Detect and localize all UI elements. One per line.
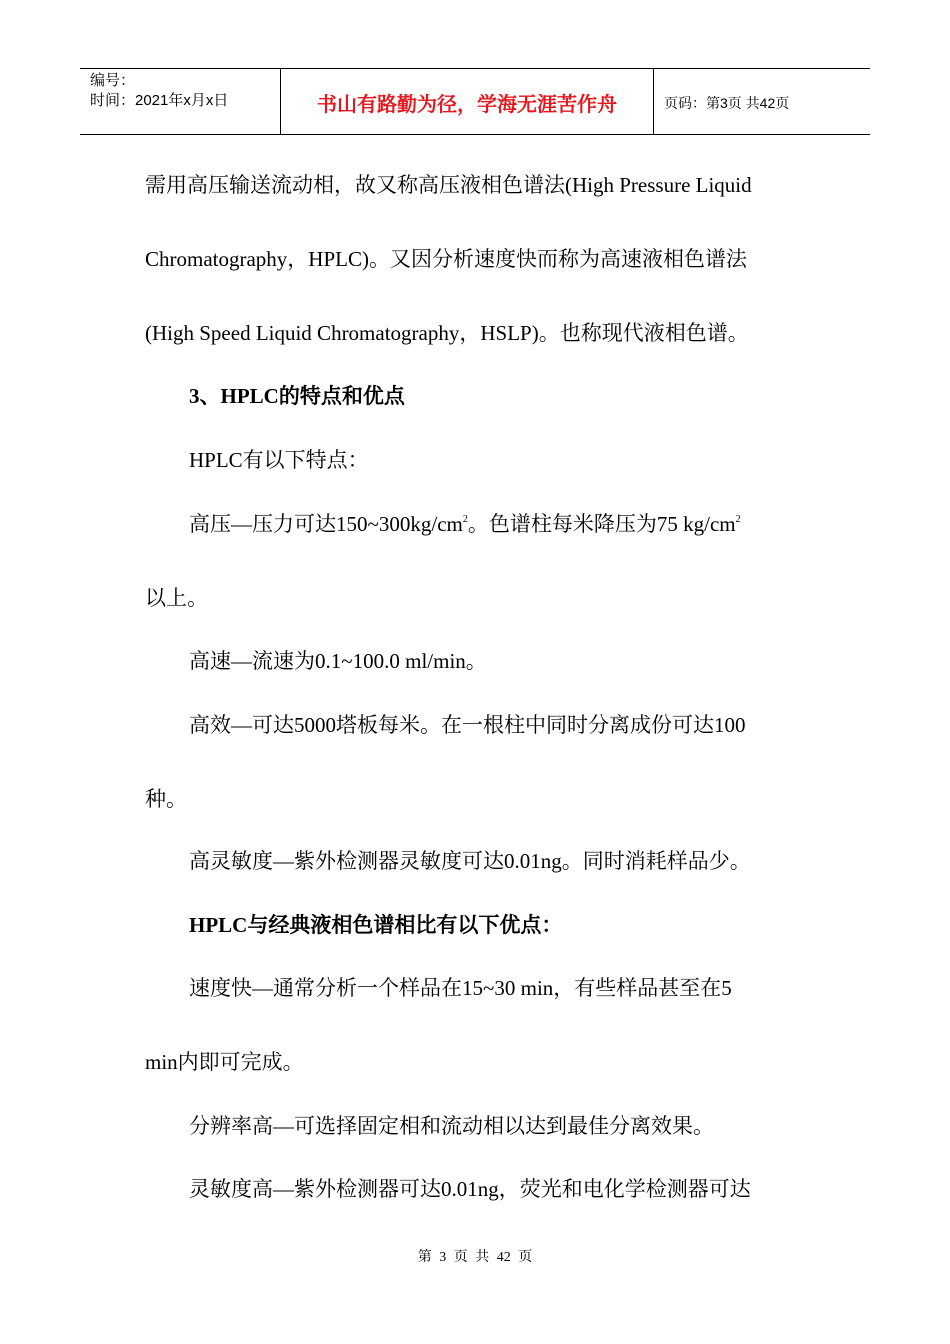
body-line-14: 灵敏度高—紫外检测器可达0.01ng，荧光和电化学检测器可达 (189, 1177, 751, 1201)
page-footer: 第 3 页 共 42 页 (417, 1250, 533, 1265)
body-line-4: HPLC有以下特点： (189, 448, 369, 472)
header-page-info: 页码：第3页 共42页 (664, 94, 790, 111)
body-line-5a: 高压—压力可达150~300kg/cm (189, 512, 463, 536)
header-meta (80, 69, 281, 134)
body-line-10: 高灵敏度—紫外检测器灵敏度可达0.01ng。同时消耗样品少。 (189, 849, 751, 873)
section-heading-advantages: HPLC与经典液相色谱相比有以下优点： (189, 913, 563, 937)
body-line-7: 高速—流速为0.1~100.0 ml/min。 (189, 649, 487, 673)
body-line-13: 分辨率高—可选择固定相和流动相以达到最佳分离效果。 (189, 1114, 714, 1138)
body-line-2: Chromatography，HPLC)。又因分析速度快而称为高速液相色谱法 (145, 247, 747, 271)
section-heading-features: 3、HPLC的特点和优点 (189, 384, 405, 408)
body-line-5 (189, 510, 741, 538)
page-header (80, 68, 870, 135)
body-line-1: 需用高压输送流动相，故又称高压液相色谱法(High Pressure Liquid (145, 173, 752, 197)
body-line-6: 以上。 (145, 586, 208, 610)
body-line-12: min内即可完成。 (145, 1050, 304, 1074)
body-line-3: (High Speed Liquid Chromatography，HSLP)。也称现代液相色谱。 (145, 321, 749, 345)
body-line-9: 种。 (145, 787, 187, 811)
header-date-label: 时间：2021年x月x日 (90, 92, 229, 109)
header-motto: 书山有路勤为径，学海无涯苦作舟 (281, 69, 654, 134)
superscript-2: 2 (735, 514, 741, 525)
body-line-11: 速度快—通常分析一个样品在15~30 min，有些样品甚至在5 (189, 976, 732, 1000)
superscript-1: 2 (462, 514, 468, 525)
body-line-5c: 。色谱柱每米降压为75 kg/cm (467, 512, 736, 536)
body-line-8: 高效—可达5000塔板每米。在一根柱中同时分离成份可达100 (189, 713, 746, 737)
header-number-label: 编号： (90, 72, 136, 89)
